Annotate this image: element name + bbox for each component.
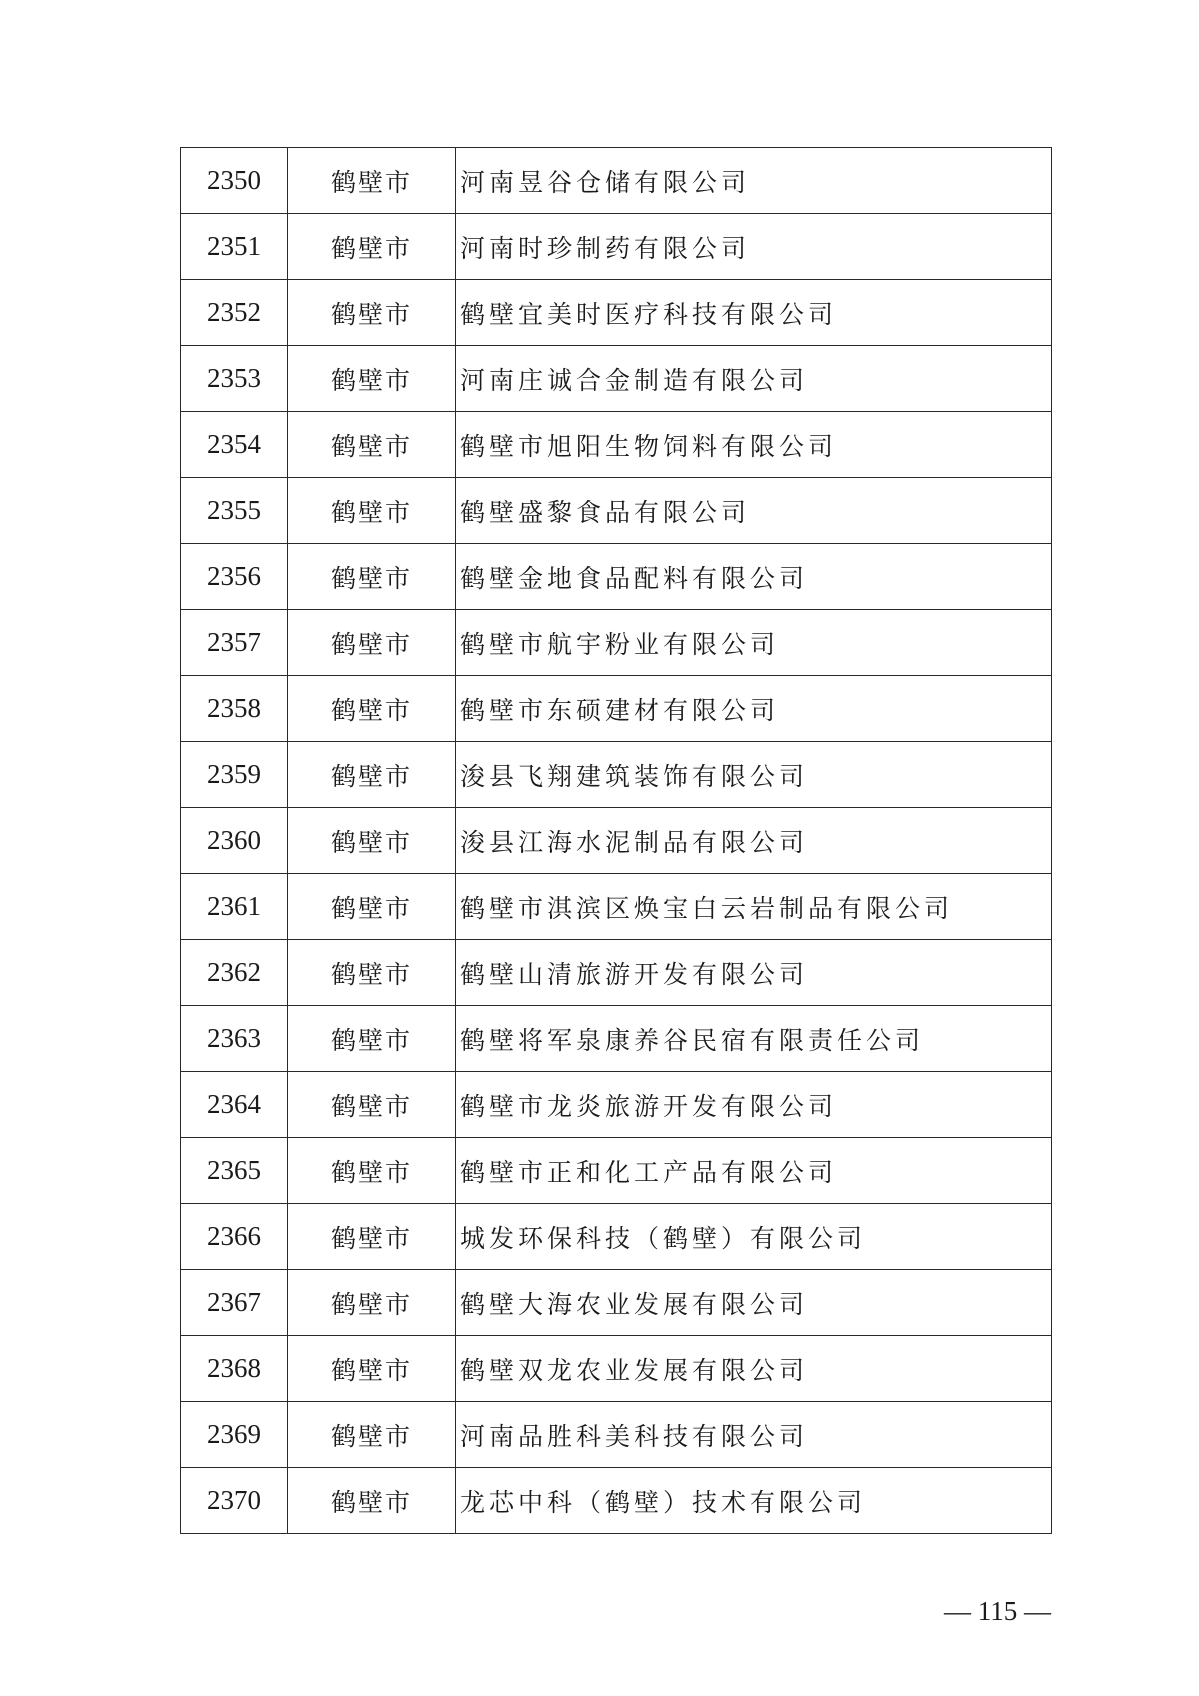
city-cell: 鹤壁市 xyxy=(288,1336,456,1402)
row-number-cell: 2370 xyxy=(181,1468,288,1534)
table-row xyxy=(181,610,1052,676)
company-name-cell: 鹤壁市航宇粉业有限公司 xyxy=(456,610,1052,676)
table-row xyxy=(181,1270,1052,1336)
row-number-cell: 2360 xyxy=(181,808,288,874)
table-row xyxy=(181,808,1052,874)
city-cell: 鹤壁市 xyxy=(288,940,456,1006)
city-cell: 鹤壁市 xyxy=(288,742,456,808)
table-row xyxy=(181,1072,1052,1138)
company-name-cell: 河南品胜科美科技有限公司 xyxy=(456,1402,1052,1468)
page-number: — 115 — xyxy=(944,1596,1051,1626)
city-cell: 鹤壁市 xyxy=(288,676,456,742)
company-name-cell: 河南昱谷仓储有限公司 xyxy=(456,148,1052,214)
city-cell: 鹤壁市 xyxy=(288,478,456,544)
company-name-cell: 浚县飞翔建筑装饰有限公司 xyxy=(456,742,1052,808)
table-row xyxy=(181,478,1052,544)
company-name-cell: 鹤壁市旭阳生物饲料有限公司 xyxy=(456,412,1052,478)
table-row xyxy=(181,940,1052,1006)
company-name-cell: 鹤壁市东硕建材有限公司 xyxy=(456,676,1052,742)
company-name-cell: 鹤壁金地食品配料有限公司 xyxy=(456,544,1052,610)
company-name-cell: 鹤壁市淇滨区焕宝白云岩制品有限公司 xyxy=(456,874,1052,940)
city-cell: 鹤壁市 xyxy=(288,214,456,280)
table-row xyxy=(181,1402,1052,1468)
row-number-cell: 2351 xyxy=(181,214,288,280)
table-row xyxy=(181,874,1052,940)
company-name-cell: 鹤壁大海农业发展有限公司 xyxy=(456,1270,1052,1336)
company-name-cell: 鹤壁双龙农业发展有限公司 xyxy=(456,1336,1052,1402)
row-number-cell: 2354 xyxy=(181,412,288,478)
row-number-cell: 2364 xyxy=(181,1072,288,1138)
table-row xyxy=(181,1468,1052,1534)
row-number-cell: 2369 xyxy=(181,1402,288,1468)
table-row xyxy=(181,1204,1052,1270)
city-cell: 鹤壁市 xyxy=(288,1402,456,1468)
city-cell: 鹤壁市 xyxy=(288,874,456,940)
company-name-cell: 鹤壁宜美时医疗科技有限公司 xyxy=(456,280,1052,346)
company-name-cell: 鹤壁市正和化工产品有限公司 xyxy=(456,1138,1052,1204)
city-cell: 鹤壁市 xyxy=(288,610,456,676)
city-cell: 鹤壁市 xyxy=(288,1138,456,1204)
table-row xyxy=(181,148,1052,214)
table-row xyxy=(181,742,1052,808)
company-name-cell: 河南庄诚合金制造有限公司 xyxy=(456,346,1052,412)
row-number-cell: 2367 xyxy=(181,1270,288,1336)
table-row xyxy=(181,544,1052,610)
company-name-cell: 浚县江海水泥制品有限公司 xyxy=(456,808,1052,874)
company-name-cell: 河南时珍制药有限公司 xyxy=(456,214,1052,280)
table-row xyxy=(181,676,1052,742)
city-cell: 鹤壁市 xyxy=(288,1270,456,1336)
row-number-cell: 2368 xyxy=(181,1336,288,1402)
city-cell: 鹤壁市 xyxy=(288,148,456,214)
company-name-cell: 鹤壁市龙炎旅游开发有限公司 xyxy=(456,1072,1052,1138)
city-cell: 鹤壁市 xyxy=(288,1204,456,1270)
table-row xyxy=(181,1336,1052,1402)
row-number-cell: 2361 xyxy=(181,874,288,940)
company-name-cell: 城发环保科技（鹤壁）有限公司 xyxy=(456,1204,1052,1270)
city-cell: 鹤壁市 xyxy=(288,808,456,874)
table-row xyxy=(181,214,1052,280)
city-cell: 鹤壁市 xyxy=(288,1006,456,1072)
table-row xyxy=(181,1006,1052,1072)
city-cell: 鹤壁市 xyxy=(288,346,456,412)
company-list-table xyxy=(180,147,1052,1534)
company-name-cell: 龙芯中科（鹤壁）技术有限公司 xyxy=(456,1468,1052,1534)
row-number-cell: 2365 xyxy=(181,1138,288,1204)
table-row xyxy=(181,280,1052,346)
table-row xyxy=(181,412,1052,478)
row-number-cell: 2362 xyxy=(181,940,288,1006)
row-number-cell: 2356 xyxy=(181,544,288,610)
city-cell: 鹤壁市 xyxy=(288,1072,456,1138)
company-name-cell: 鹤壁山清旅游开发有限公司 xyxy=(456,940,1052,1006)
city-cell: 鹤壁市 xyxy=(288,412,456,478)
row-number-cell: 2366 xyxy=(181,1204,288,1270)
company-list-body xyxy=(181,148,1052,1534)
row-number-cell: 2355 xyxy=(181,478,288,544)
row-number-cell: 2359 xyxy=(181,742,288,808)
company-name-cell: 鹤壁盛黎食品有限公司 xyxy=(456,478,1052,544)
row-number-cell: 2357 xyxy=(181,610,288,676)
company-name-cell: 鹤壁将军泉康养谷民宿有限责任公司 xyxy=(456,1006,1052,1072)
table-row xyxy=(181,346,1052,412)
row-number-cell: 2358 xyxy=(181,676,288,742)
city-cell: 鹤壁市 xyxy=(288,1468,456,1534)
row-number-cell: 2352 xyxy=(181,280,288,346)
table-row xyxy=(181,1138,1052,1204)
city-cell: 鹤壁市 xyxy=(288,280,456,346)
row-number-cell: 2353 xyxy=(181,346,288,412)
city-cell: 鹤壁市 xyxy=(288,544,456,610)
row-number-cell: 2363 xyxy=(181,1006,288,1072)
row-number-cell: 2350 xyxy=(181,148,288,214)
